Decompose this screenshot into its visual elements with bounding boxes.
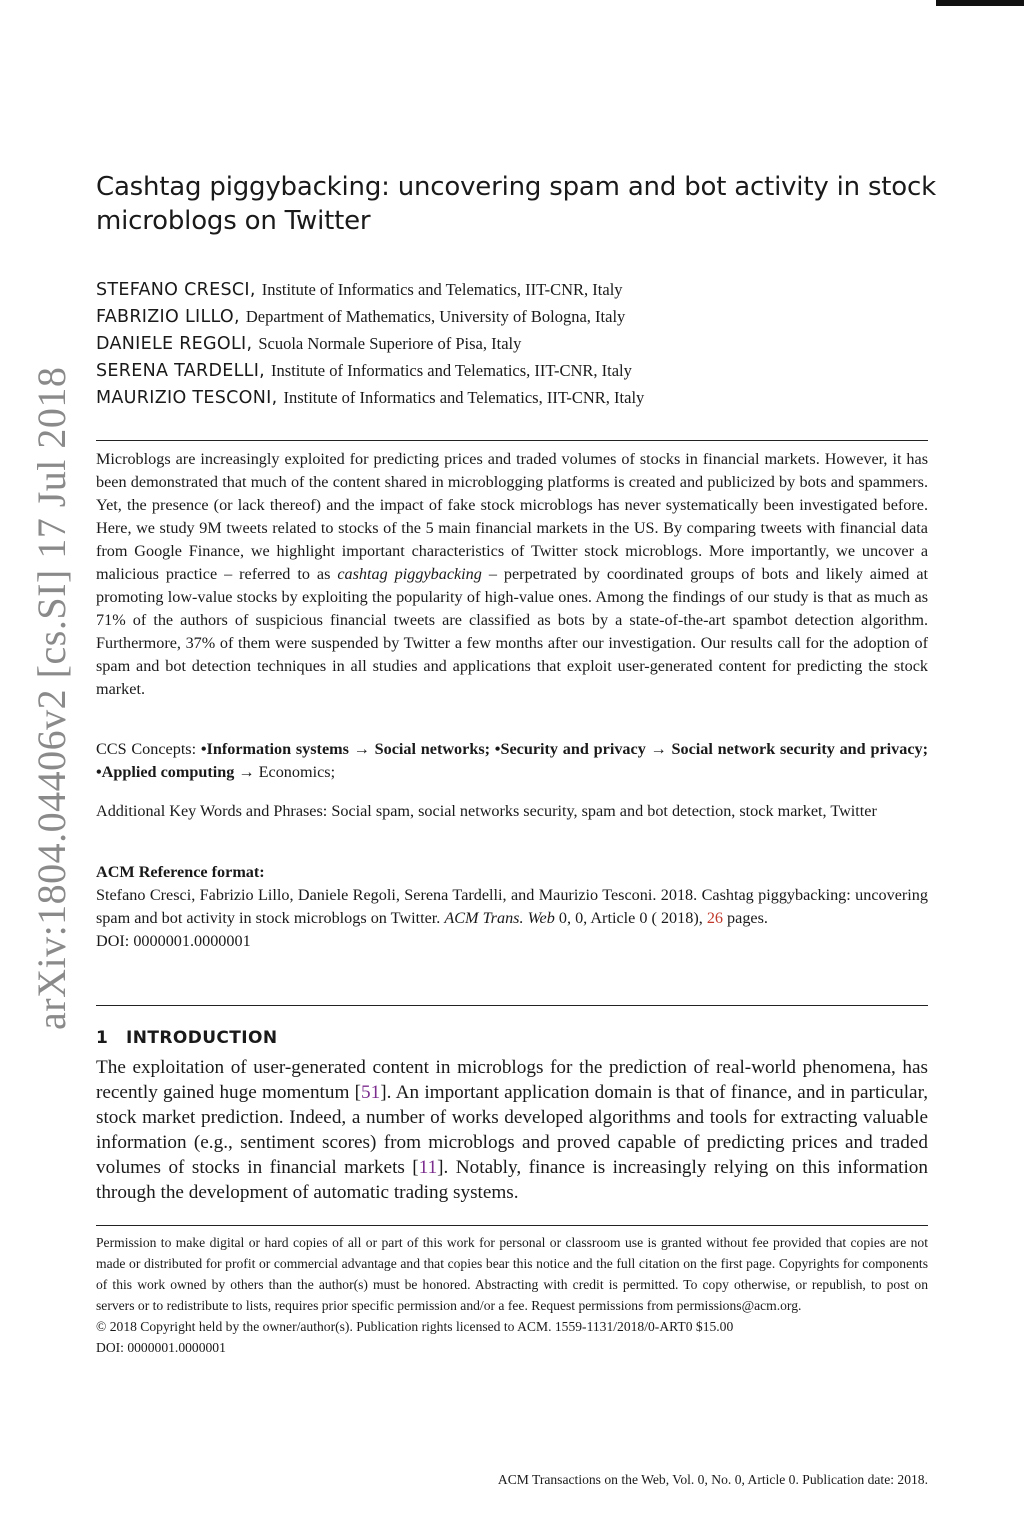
author-affiliation: Institute of Informatics and Telematics, IIT-CNR, Italy: [271, 361, 632, 380]
author-entry: [96, 330, 936, 357]
author-affiliation: Institute of Informatics and Telematics, IIT-CNR, Italy: [261, 280, 623, 299]
ccs-concept-economics: Economics;: [258, 763, 336, 781]
author-affiliation: Institute of Informatics and Telematics, IIT-CNR, Italy: [283, 388, 645, 407]
ccs-label: CCS Concepts:: [96, 740, 197, 758]
permission-footnote: [96, 1232, 928, 1358]
section-title: INTRODUCTION: [126, 1028, 278, 1048]
copyright-text: © 2018 Copyright held by the owner/author(s). Publication rights licensed to ACM. 1559-1131/2018/0-ART0 $15.00: [96, 1319, 734, 1334]
acm-reference-heading: ACM Reference format:: [96, 863, 265, 881]
author-name: FABRIZIO LILLO,: [96, 307, 240, 327]
author-list: [96, 276, 936, 411]
introduction-paragraph: [96, 1055, 928, 1205]
paper-title: Cashtag piggybacking: uncovering spam and bot activity in stock microblogs on Twitter: [96, 172, 936, 236]
author-entry: [96, 384, 936, 411]
abstract-text: – perpetrated by coordinated groups of bots and likely aimed at promoting low-value stocks by exploiting the popularity of high-value ones. Among the findings of our study is that as much as 71% of the authors of suspicious financial tweets are classified as bots by a state-of-the-art spambot detection algorithm. Furthermore, 37% of them were suspended by Twitter a few months after our investigation. Our results call for the adoption of spam and bot detection techniques in all studies and applications that exploit user-generated content for predicting the stock market.: [96, 565, 928, 698]
author-affiliation: Scuola Normale Superiore of Pisa, Italy: [258, 334, 522, 353]
author-entry: [96, 276, 936, 303]
acm-reference-text: pages.: [727, 909, 768, 927]
keywords: [96, 799, 928, 823]
acm-reference-text: Stefano Cresci, Fabrizio Lillo, Daniele Regoli, Serena Tardelli, and Maurizio Tesconi. 2018. Cashtag piggybacking: uncovering spam and bot activity in stock microblogs on Twitter.: [96, 886, 928, 927]
abstract-bottom-rule: [96, 1005, 928, 1006]
ccs-concepts-bold: •Information systems → Social networks; •Security and privacy → Social network security and privacy; •Applied computing: [96, 740, 928, 781]
author-affiliation: Department of Mathematics, University of Bologna, Italy: [245, 307, 626, 326]
author-entry: [96, 303, 936, 330]
keywords-label: Additional Key Words and Phrases:: [96, 802, 328, 820]
acm-reference-text: 0, 0, Article 0 ( 2018),: [558, 909, 703, 927]
section-heading: [96, 1028, 928, 1048]
section-number: 1: [96, 1028, 109, 1048]
corner-mark: [936, 0, 1024, 6]
arxiv-identifier: arXiv:1804.04406v2 [cs.SI] 17 Jul 2018: [29, 366, 74, 1030]
author-entry: [96, 357, 936, 384]
ccs-arrow: →: [238, 763, 255, 781]
author-name: STEFANO CRESCI,: [96, 280, 256, 300]
acm-reference-body: [96, 884, 928, 930]
abstract-emphasis: cashtag piggybacking: [337, 565, 482, 583]
author-name: DANIELE REGOLI,: [96, 334, 253, 354]
permission-text: Permission to make digital or hard copies of all or part of this work for personal or classroom use is granted without fee provided that copies are not made or distributed for profit or commercial advantage and that copies bear this notice and the full citation on the first page. Copyrights for components of this work owned by others than the author(s) must be honored. Abstracting with credit is permitted. To copy otherwise, or republish, to post on servers or to redistribute to lists, requires prior specific permission and/or a fee. Request permissions from permissions@acm.org.: [96, 1235, 928, 1313]
footnote-doi: DOI: 0000001.0000001: [96, 1340, 226, 1355]
intro-text: ]. An important application domain is that of finance, and in particular, stock market prediction. Indeed, a number of works developed algorithms and tools for extracting valuable information (e.g., sentiment scores) from microblogs and proved capable of predicting prices and traded volumes of stocks in financial markets [: [96, 1082, 928, 1178]
citation-link[interactable]: 11: [418, 1157, 438, 1178]
keywords-text: Social spam, social networks security, spam and bot detection, stock market, Twitter: [331, 802, 877, 820]
abstract: [96, 448, 928, 701]
acm-reference-format: [96, 861, 928, 953]
running-footer: ACM Transactions on the Web, Vol. 0, No. 0, Article 0. Publication date: 2018.: [497, 1472, 928, 1487]
author-name: SERENA TARDELLI,: [96, 361, 266, 381]
citation-link[interactable]: 51: [361, 1082, 381, 1103]
page-count-link[interactable]: 26: [706, 909, 723, 927]
acm-reference-doi: DOI: 0000001.0000001: [96, 932, 251, 950]
ccs-concepts: [96, 738, 928, 784]
acm-reference-journal: ACM Trans. Web: [444, 909, 555, 927]
intro-text: The exploitation of user-generated content in microblogs for the prediction of real-world phenomena, has recently gained huge momentum [: [96, 1057, 928, 1103]
author-name: MAURIZIO TESCONI,: [96, 388, 278, 408]
footnote-rule: [96, 1225, 928, 1226]
abstract-top-rule: [96, 440, 928, 441]
intro-text: ]. Notably, finance is increasingly relying on this information through the development of automatic trading systems.: [96, 1157, 928, 1203]
abstract-text: Microblogs are increasingly exploited for predicting prices and traded volumes of stocks in financial markets. However, it has been demonstrated that much of the content shared in microblogging platforms is created and publicized by bots and spammers. Yet, the presence (or lack thereof) and the impact of fake stock microblogs has never systematically been investigated before. Here, we study 9M tweets related to stocks of the 5 main financial markets in the US. By comparing tweets with financial data from Google Finance, we highlight important characteristics of Twitter stock microblogs. More importantly, we uncover a malicious practice – referred to as: [96, 450, 928, 583]
